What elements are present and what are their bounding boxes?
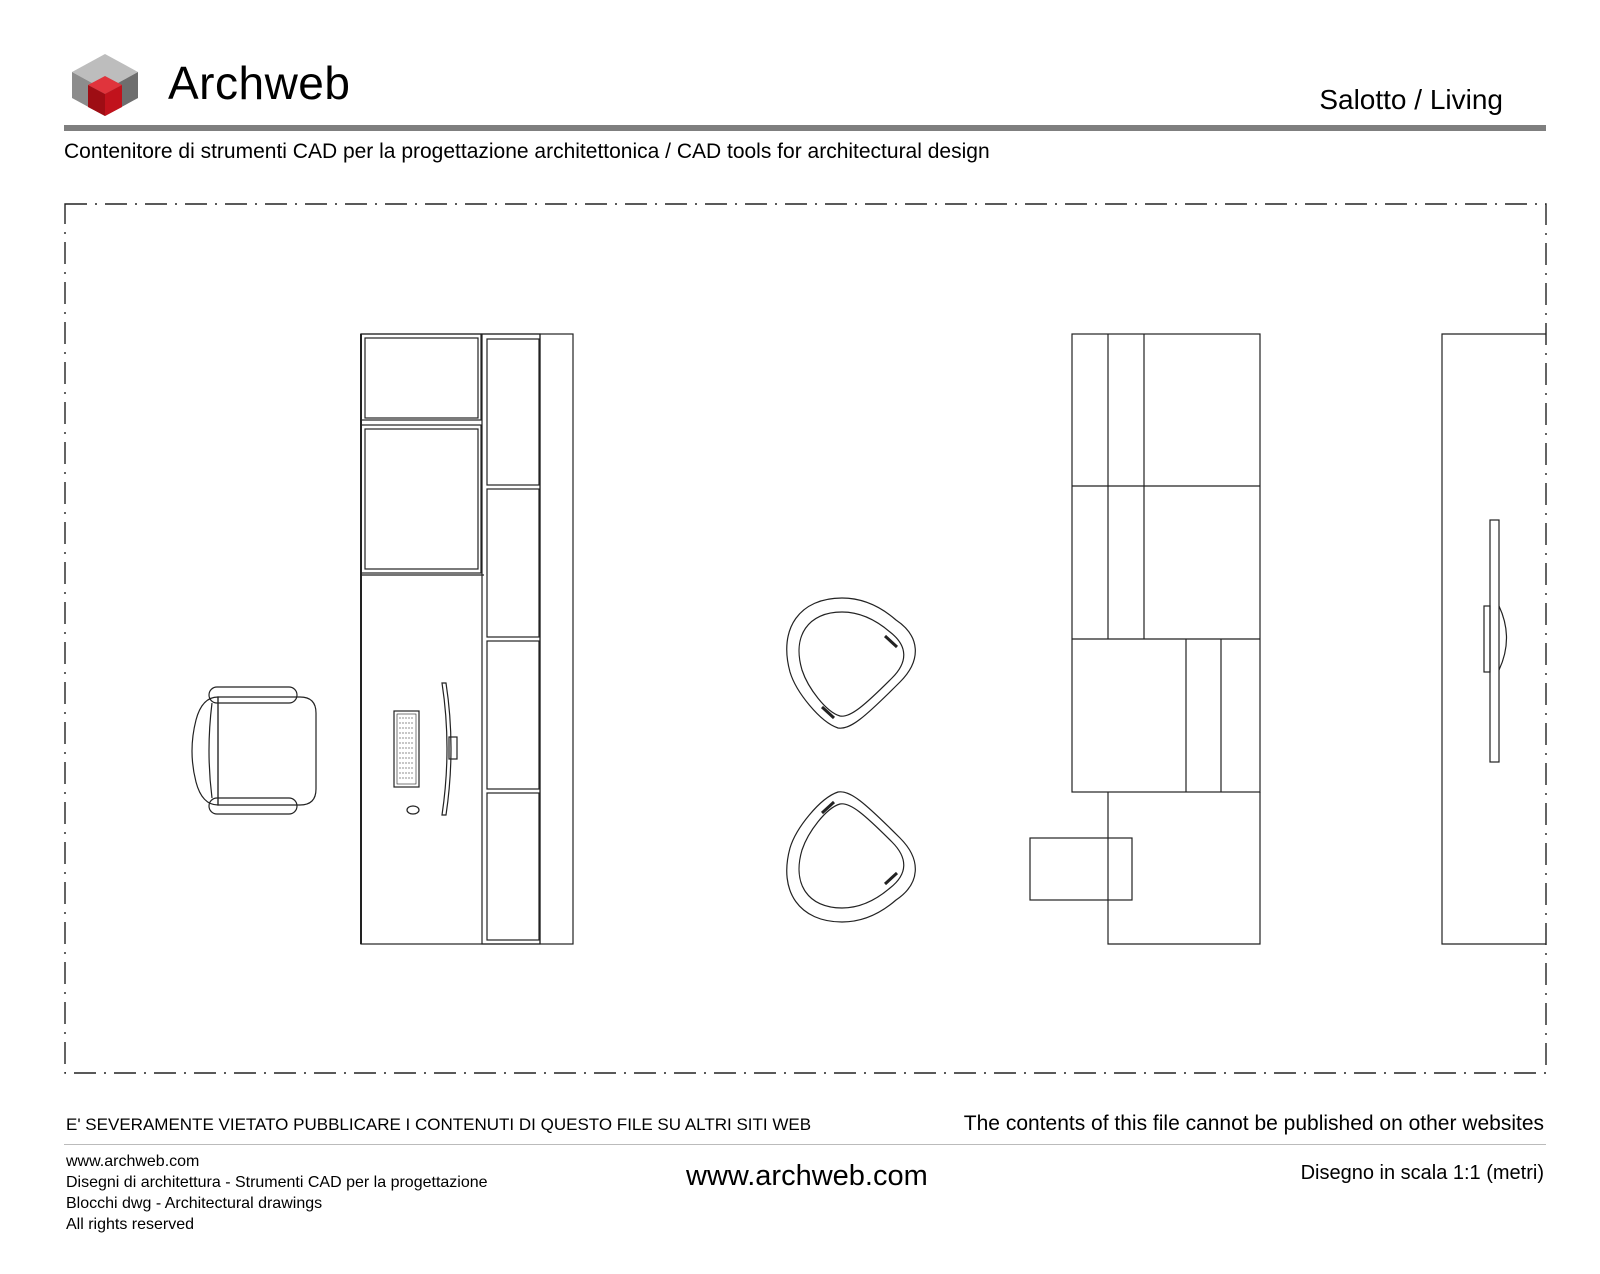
footer-info-line: Blocchi dwg - Architectural drawings bbox=[66, 1195, 323, 1212]
lounge-chair-bottom bbox=[787, 792, 916, 922]
brand-name: Archweb bbox=[168, 57, 351, 109]
lounge-chair-top bbox=[787, 598, 916, 728]
drawing-scale-note: Disegno in scala 1:1 (metri) bbox=[1300, 1162, 1544, 1184]
wall-tv-panel bbox=[1442, 334, 1546, 944]
copyright-warning-english: The contents of this file cannot be published on other websites bbox=[963, 1112, 1544, 1135]
monitor-icon bbox=[442, 683, 457, 815]
mouse-icon bbox=[407, 806, 419, 814]
category-title: Salotto / Living bbox=[1319, 84, 1503, 115]
footer-info-line[interactable]: www.archweb.com bbox=[66, 1153, 200, 1170]
footer-info-line: Disegni di architettura - Strumenti CAD per la progettazione bbox=[66, 1174, 488, 1191]
office-chair bbox=[192, 687, 316, 814]
tagline: Contenitore di strumenti CAD per la progettazione architettonica / CAD tools for architectural design bbox=[64, 140, 990, 163]
footer-info-line: All rights reserved bbox=[66, 1216, 195, 1233]
website-link[interactable]: www.archweb.com bbox=[686, 1160, 928, 1192]
sectional-storage-unit bbox=[1030, 334, 1260, 944]
copyright-warning-italian: E' SEVERAMENTE VIETATO PUBBLICARE I CONTENUTI DI QUESTO FILE SU ALTRI SITI WEB bbox=[66, 1115, 812, 1134]
keyboard-icon bbox=[394, 711, 419, 787]
drawing-frame bbox=[65, 204, 1546, 1073]
footer-divider bbox=[64, 1144, 1546, 1145]
desk-bookcase-unit bbox=[361, 334, 573, 944]
